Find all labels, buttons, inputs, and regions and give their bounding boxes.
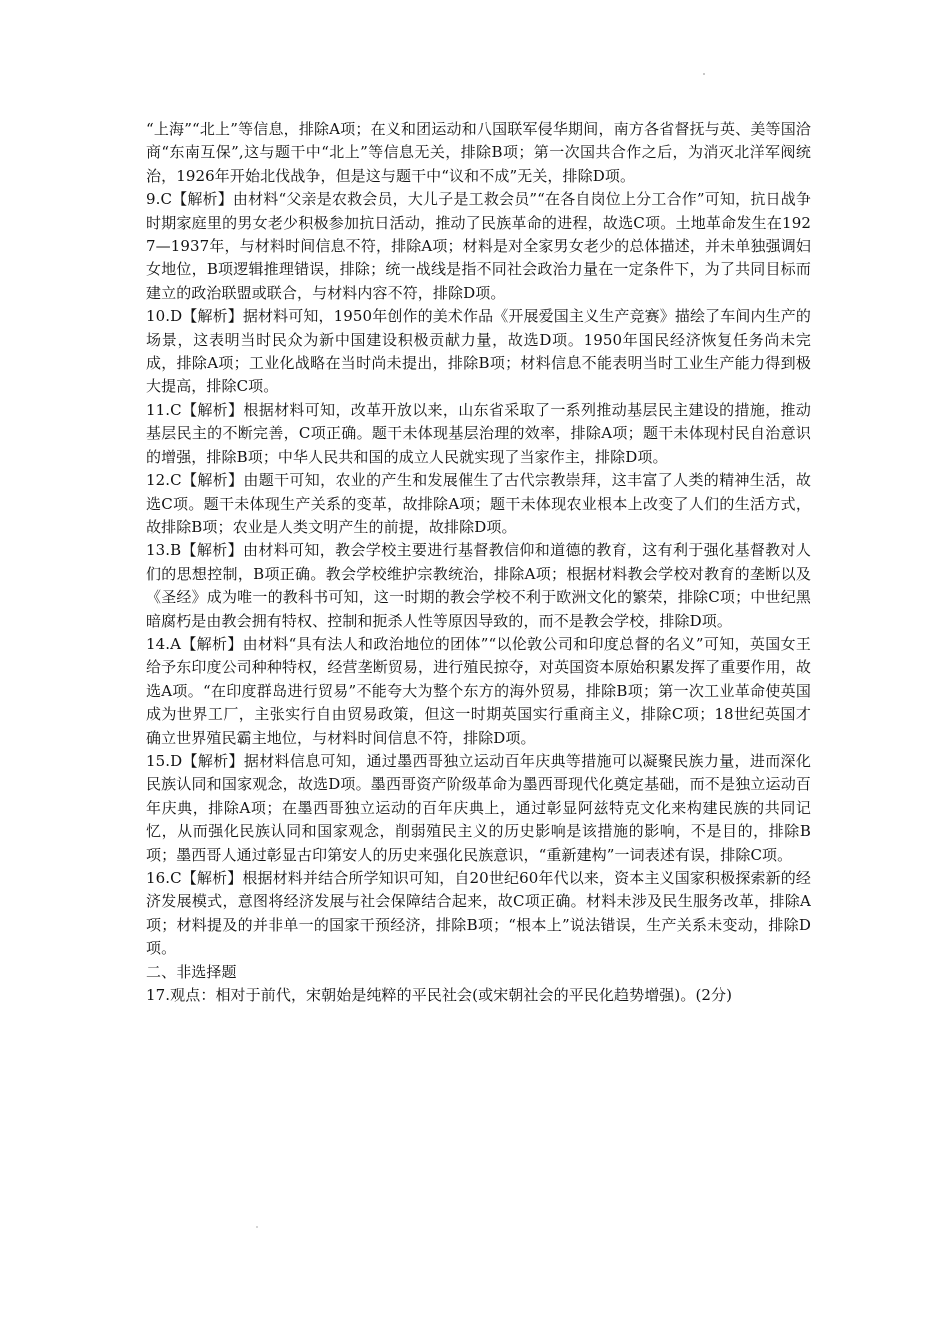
header-dot bbox=[703, 73, 705, 75]
paragraph-q12: 12.C【解析】由题干可知，农业的产生和发展催生了古代宗教崇拜，这丰富了人类的精神生活，故选C项。题干未体现生产关系的变革，故排除A项；题干未体现农业根本上改变了人们的生活方式，故排除B项；农业是人类文明产生的前提，故排除D项。 bbox=[146, 471, 811, 536]
paragraph-q16: 16.C【解析】根据材料并结合所学知识可知，自20世纪60年代以来，资本主义国家积极探索新的经济发展模式，意图将经济发展与社会保障结合起来，故C项正确。材料未涉及民生服务改革，排除A项；材料提及的并非单一的国家干预经济，排除B项；“根本上”说法错误，生产关系未变动，排除D项。 bbox=[146, 869, 811, 958]
answer-explanations bbox=[146, 118, 811, 1007]
paragraph-q13: 13.B【解析】由材料可知，教会学校主要进行基督教信仰和道德的教育，这有利于强化基督教对人们的思想控制，B项正确。教会学校维护宗教统治，排除A项；根据材料教会学校对教育的垄断以及《圣经》成为唯一的教科书可知，这一时期的教会学校不利于欧洲文化的繁荣，排除C项；中世纪黑暗腐朽是由教会拥有特权、控制和扼杀人性等原因导致的，而不是教会学校，排除D项。 bbox=[146, 541, 811, 630]
paragraph-q15: 15.D【解析】据材料信息可知，通过墨西哥独立运动百年庆典等措施可以凝聚民族力量，进而深化民族认同和国家观念，故选D项。墨西哥资产阶级革命为墨西哥现代化奠定基础，而不是独立运动百年庆典，排除A项；在墨西哥独立运动的百年庆典上，通过彰显阿兹特克文化来构建民族的共同记忆，从而强化民族认同和国家观念，削弱殖民主义的历史影响是该措施的影响，不是目的，排除B项；墨西哥人通过彰显古印第安人的历史来强化民族意识，“重新建构”一词表述有误，排除C项。 bbox=[146, 751, 811, 864]
paragraph-q9: 9.C【解析】由材料“父亲是农救会员，大儿子是工救会员”“在各自岗位上分工合作”可知，抗日战争时期家庭里的男女老少积极参加抗日活动，推动了民族革命的进程，故选C项。土地革命发生在1927—1937年，与材料时间信息不符，排除A项；材料是对全家男女老少的总体描述，并未单独强调妇女地位，B项逻辑推理错误，排除；统一战线是指不同社会政治力量在一定条件下，为了共同目标而建立的政治联盟或联合，与材料内容不符，排除D项。 bbox=[146, 190, 811, 302]
paragraph-q8-continued: “上海”“北上”等信息，排除A项；在义和团运动和八国联军侵华期间，南方各省督抚与英、美等国洽商“东南互保”,这与题干中“北上”等信息无关，排除B项；第一次国共合作之后，为消灭北洋军阀统治，1926年开始北伐战争，但是这与题干中“议和不成”无关，排除D项。 bbox=[146, 120, 811, 185]
paragraph-q14: 14.A【解析】由材料“具有法人和政治地位的团体”“以伦敦公司和印度总督的名义”可知，英国女王给予东印度公司种种特权，经营垄断贸易，进行殖民掠夺，对英国资本原始积累发挥了重要作用，故选A项。“在印度群岛进行贸易”不能夸大为整个东方的海外贸易，排除B项；第一次工业革命使英国成为世界工厂，主张实行自由贸易政策，但这一时期英国实行重商主义，排除C项；18世纪英国才确立世界殖民霸主地位，与材料时间信息不符，排除D项。 bbox=[146, 634, 811, 747]
paragraph-q11: 11.C【解析】根据材料可知，改革开放以来，山东省采取了一系列推动基层民主建设的措施，推动基层民主的不断完善，C项正确。题干未体现基层治理的效率，排除A项；题干未体现村民自治意识的增强，排除B项；中华人民共和国的成立人民就实现了当家作主，排除D项。 bbox=[146, 400, 811, 466]
paragraph-q10: 10.D【解析】据材料可知，1950年创作的美术作品《开展爱国主义生产竞赛》描绘了车间内生产的场景，这表明当时民众为新中国建设积极贡献力量，故选D项。1950年国民经济恢复任务尚未完成，排除A项；工业化战略在当时尚未提出，排除B项；材料信息不能表明当时工业生产能力得到极大提高，排除C项。 bbox=[146, 307, 811, 396]
paragraph-q17: 17.观点：相对于前代，宋朝始是纯粹的平民社会(或宋朝社会的平民化趋势增强)。(2分) bbox=[146, 986, 733, 1005]
section-heading: 二、非选择题 bbox=[146, 962, 237, 981]
footer-dot bbox=[256, 1226, 258, 1228]
